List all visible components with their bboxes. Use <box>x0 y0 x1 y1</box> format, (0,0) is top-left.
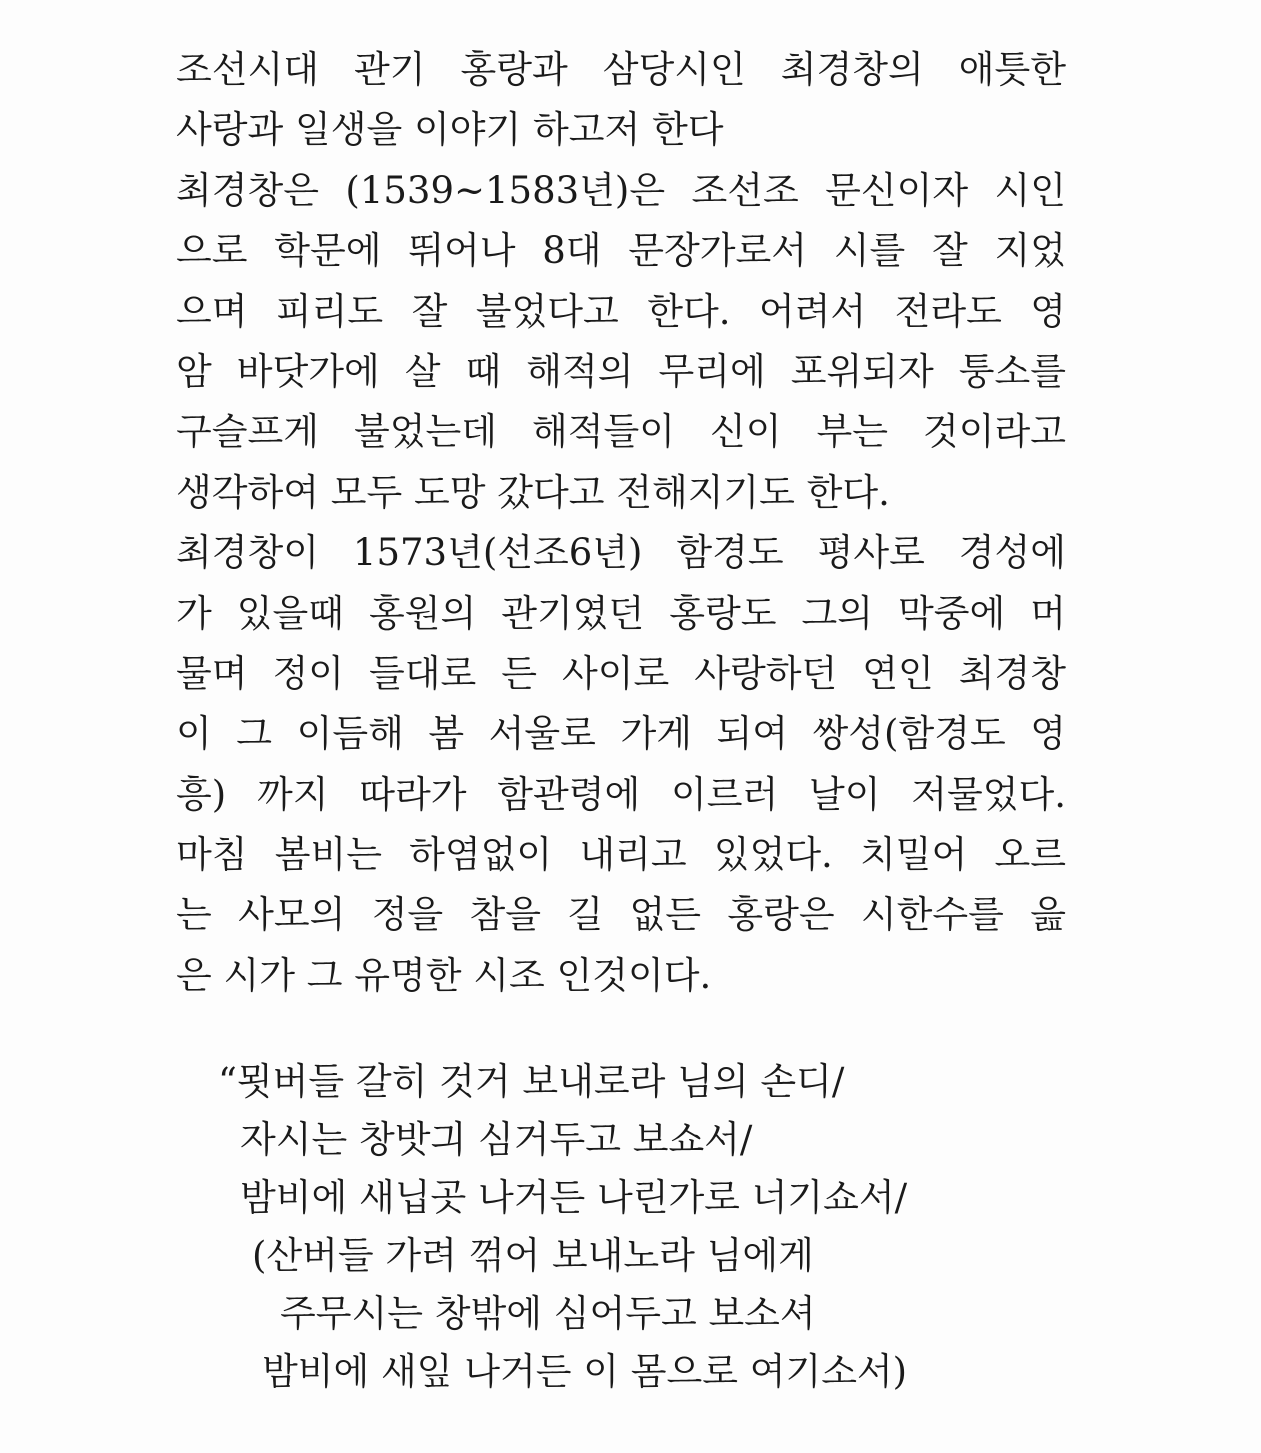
poem-line: 주무시는 창밖에 심어두고 보소셔 <box>280 1292 816 1335</box>
prose-line: 최경창이 1573년(선조6년) 함경도 평사로 경성에 <box>176 531 1066 575</box>
prose-line: 사랑과 일생을 이야기 하고저 한다 <box>176 108 724 152</box>
poem-line: “묏버들 갈히 것거 보내로라 님의 손디/ <box>218 1060 845 1103</box>
prose-line: 암 바닷가에 살 때 해적의 무리에 포위되자 퉁소를 <box>176 349 1066 393</box>
poem-line: (산버들 가려 꺾어 보내노라 님에게 <box>252 1234 814 1277</box>
prose-line: 은 시가 그 유명한 시조 인것이다. <box>176 953 712 997</box>
prose-line: 물며 정이 들대로 든 사이로 사랑하던 연인 최경창 <box>176 651 1066 695</box>
prose-line: 마침 봄비는 하염없이 내리고 있었다. 치밀어 오르 <box>176 833 1066 877</box>
prose-line: 으로 학문에 뛰어나 8대 문장가로서 시를 잘 지었 <box>176 229 1066 273</box>
poem-line: 밤비에 새닙곳 나거든 나린가로 너기쇼서/ <box>240 1176 908 1219</box>
poem-line: 자시는 창밧긔 심거두고 보쇼서/ <box>240 1118 753 1161</box>
prose-line: 이 그 이듬해 봄 서울로 가게 되여 쌍성(함경도 영 <box>176 712 1066 756</box>
prose-line: 으며 피리도 잘 불었다고 한다. 어려서 전라도 영 <box>176 289 1066 333</box>
prose-line: 는 사모의 정을 참을 길 없든 홍랑은 시한수를 읊 <box>176 893 1066 937</box>
prose-line: 흥) 까지 따라가 함관령에 이르러 날이 저물었다. <box>176 772 1066 816</box>
prose-line: 가 있을때 홍원의 관기였던 홍랑도 그의 막중에 머 <box>176 591 1066 635</box>
prose-body <box>176 40 1066 1006</box>
poem-line: 밤비에 새잎 나거든 이 몸으로 여기소서) <box>262 1350 908 1393</box>
prose-line: 구슬프게 불었는데 해적들이 신이 부는 것이라고 <box>176 410 1066 454</box>
prose-line: 최경창은 (1539~1583년)은 조선조 문신이자 시인 <box>176 168 1066 212</box>
prose-line: 조선시대 관기 홍랑과 삼당시인 최경창의 애틋한 <box>176 48 1066 91</box>
prose-line: 생각하여 모두 도망 갔다고 전해지기도 한다. <box>176 470 890 514</box>
